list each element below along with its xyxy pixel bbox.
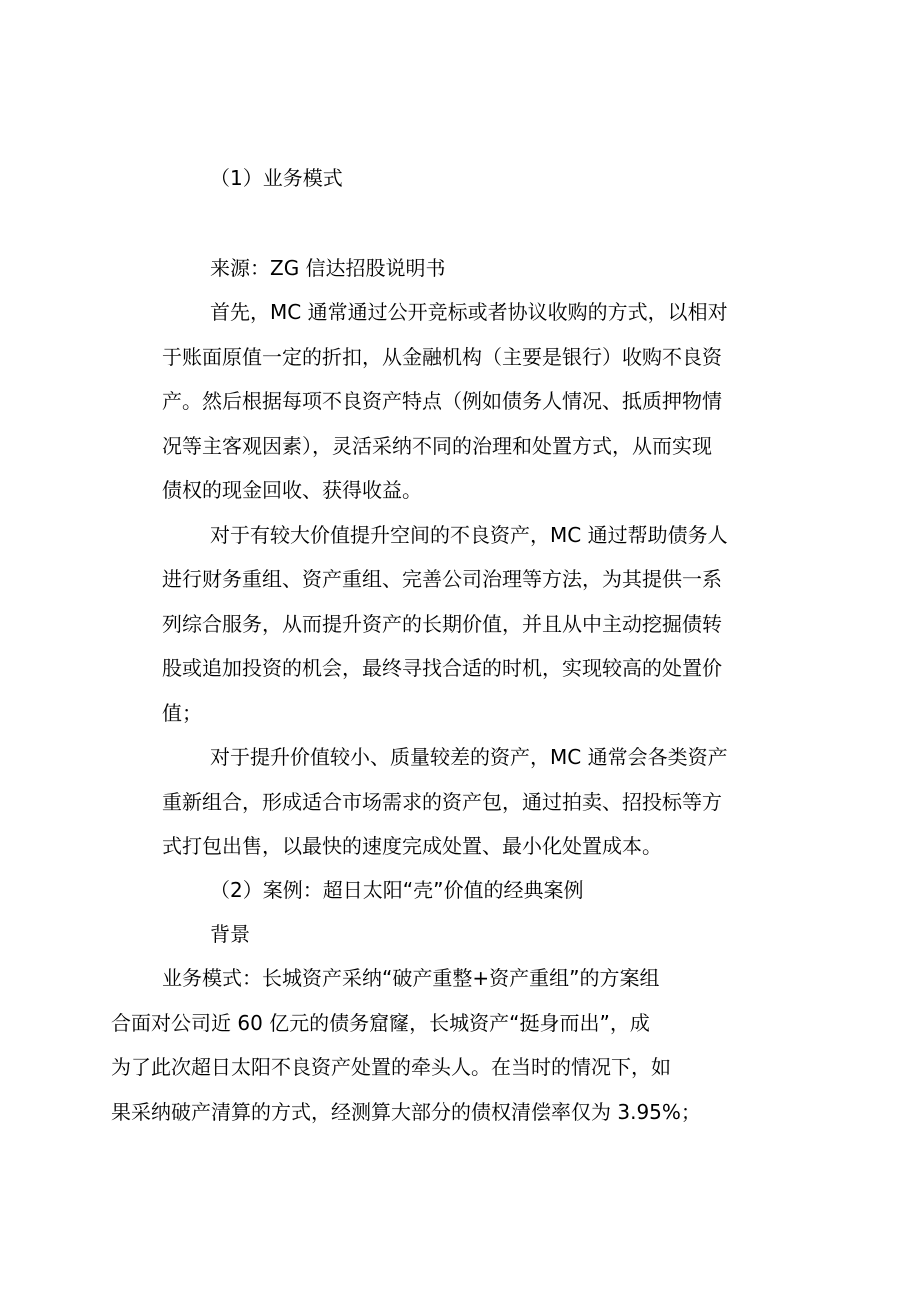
paragraph-4-line: 为了此次超日太阳不良资产处置的牵头人。在当时的情况下，如 <box>111 1055 671 1079</box>
paragraph-3-line: 式打包出售，以最快的速度完成处置、最小化处置成本。 <box>162 834 662 858</box>
background-label: 背景 <box>210 922 250 946</box>
paragraph-1-line: 于账面原值一定的折扣，从金融机构（主要是银行）收购不良资 <box>162 345 722 369</box>
paragraph-1-line: 况等主客观因素），灵活采纳不同的治理和处置方式，从而实现 <box>162 434 712 458</box>
paragraph-3-line: 对于提升价值较小、质量较差的资产，MC 通常会各类资产 <box>210 745 728 769</box>
paragraph-4-line: 果采纳破产清算的方式，经测算大部分的债权清偿率仅为 3.95%； <box>111 1100 701 1124</box>
paragraph-2-line: 值； <box>162 701 202 725</box>
paragraph-4-line: 业务模式：长城资产采纳“破产重整+资产重组”的方案组 <box>162 966 660 990</box>
paragraph-2-line: 股或追加投资的机会，最终寻找合适的时机，实现较高的处置价 <box>162 656 722 680</box>
section-heading-2: （2）案例：超日太阳“壳”价值的经典案例 <box>210 878 584 902</box>
paragraph-4-line: 合面对公司近 60 亿元的债务窟窿，长城资产“挺身而出”，成 <box>111 1011 650 1035</box>
paragraph-2-line: 对于有较大价值提升空间的不良资产，MC 通过帮助债务人 <box>210 523 728 547</box>
paragraph-1-line: 产。然后根据每项不良资产特点（例如债务人情况、抵质押物情 <box>162 389 722 413</box>
paragraph-3-line: 重新组合，形成适合市场需求的资产包，通过拍卖、招投标等方 <box>162 790 722 814</box>
section-heading-1: （1）业务模式 <box>210 166 343 190</box>
paragraph-1-line: 首先，MC 通常通过公开竞标或者协议收购的方式，以相对 <box>210 300 728 324</box>
paragraph-2-line: 进行财务重组、资产重组、完善公司治理等方法，为其提供一系 <box>162 567 722 591</box>
source-line: 来源：ZG 信达招股说明书 <box>210 256 446 280</box>
paragraph-2-line: 列综合服务，从而提升资产的长期价值，并且从中主动挖掘债转 <box>162 612 722 636</box>
paragraph-1-line: 债权的现金回收、获得收益。 <box>162 478 422 502</box>
